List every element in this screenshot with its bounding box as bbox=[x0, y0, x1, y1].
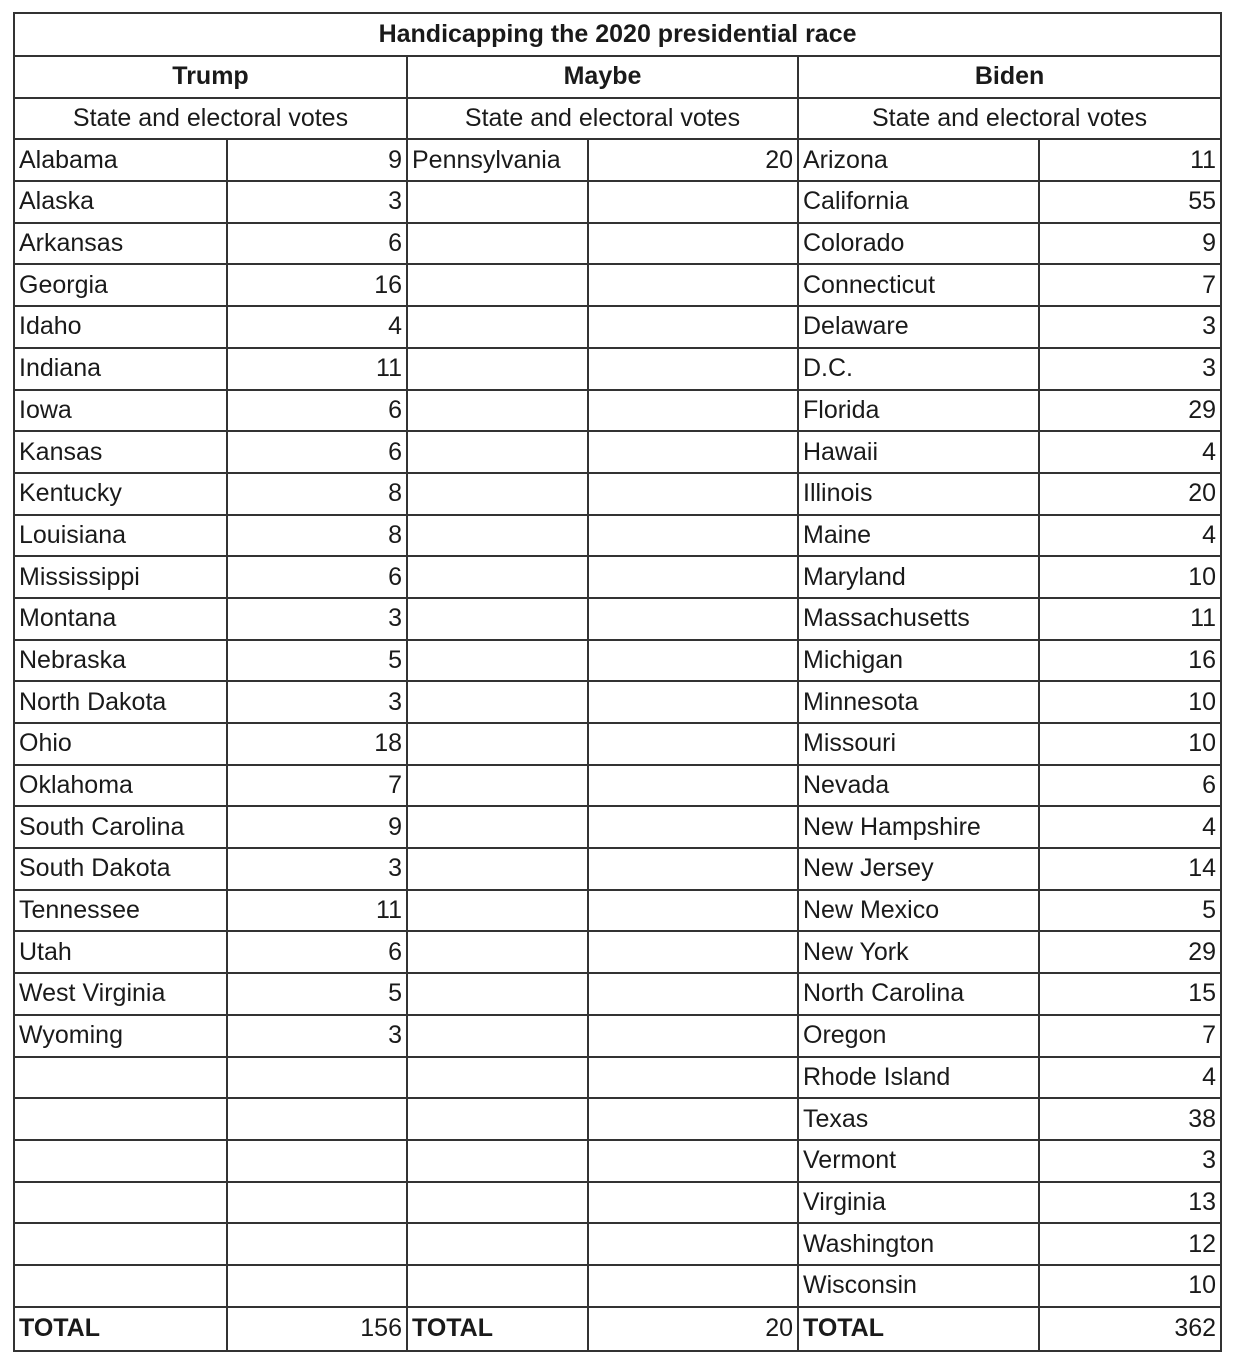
maybe-votes-cell bbox=[588, 1223, 798, 1265]
trump-votes-cell bbox=[227, 1265, 407, 1307]
total-row bbox=[14, 1307, 1221, 1351]
biden-state-cell: Oregon bbox=[798, 1015, 1039, 1057]
subheader-trump: State and electoral votes bbox=[14, 98, 407, 140]
trump-votes-cell: 3 bbox=[227, 598, 407, 640]
trump-state-cell: North Dakota bbox=[14, 681, 227, 723]
biden-state-cell: New Hampshire bbox=[798, 806, 1039, 848]
biden-state-cell: D.C. bbox=[798, 348, 1039, 390]
maybe-state-cell bbox=[407, 723, 588, 765]
trump-state-cell: Mississippi bbox=[14, 556, 227, 598]
trump-total-value: 156 bbox=[227, 1307, 407, 1351]
table-row bbox=[14, 1223, 1221, 1265]
biden-votes-cell: 11 bbox=[1039, 598, 1221, 640]
trump-votes-cell: 3 bbox=[227, 1015, 407, 1057]
table-row bbox=[14, 1265, 1221, 1307]
trump-votes-cell: 16 bbox=[227, 264, 407, 306]
biden-state-cell: Texas bbox=[798, 1098, 1039, 1140]
maybe-votes-cell bbox=[588, 1015, 798, 1057]
biden-state-cell: Wisconsin bbox=[798, 1265, 1039, 1307]
maybe-state-cell bbox=[407, 556, 588, 598]
table-row bbox=[14, 931, 1221, 973]
table-row bbox=[14, 890, 1221, 932]
biden-votes-cell: 4 bbox=[1039, 431, 1221, 473]
maybe-votes-cell bbox=[588, 556, 798, 598]
biden-votes-cell: 3 bbox=[1039, 1140, 1221, 1182]
biden-votes-cell: 13 bbox=[1039, 1182, 1221, 1224]
maybe-state-cell bbox=[407, 848, 588, 890]
maybe-votes-cell bbox=[588, 681, 798, 723]
trump-state-cell bbox=[14, 1223, 227, 1265]
table-row bbox=[14, 1140, 1221, 1182]
biden-state-cell: California bbox=[798, 181, 1039, 223]
maybe-state-cell bbox=[407, 931, 588, 973]
biden-votes-cell: 5 bbox=[1039, 890, 1221, 932]
maybe-votes-cell bbox=[588, 848, 798, 890]
trump-state-cell: Kentucky bbox=[14, 473, 227, 515]
trump-state-cell: Georgia bbox=[14, 264, 227, 306]
trump-votes-cell: 7 bbox=[227, 765, 407, 807]
biden-state-cell: New Mexico bbox=[798, 890, 1039, 932]
biden-state-cell: Illinois bbox=[798, 473, 1039, 515]
biden-votes-cell: 10 bbox=[1039, 556, 1221, 598]
biden-state-cell: Delaware bbox=[798, 306, 1039, 348]
biden-votes-cell: 10 bbox=[1039, 681, 1221, 723]
biden-votes-cell: 12 bbox=[1039, 1223, 1221, 1265]
trump-state-cell: South Dakota bbox=[14, 848, 227, 890]
table-row bbox=[14, 681, 1221, 723]
trump-state-cell: Kansas bbox=[14, 431, 227, 473]
table-row bbox=[14, 1098, 1221, 1140]
trump-votes-cell: 5 bbox=[227, 973, 407, 1015]
table-row bbox=[14, 181, 1221, 223]
trump-votes-cell bbox=[227, 1140, 407, 1182]
maybe-votes-cell bbox=[588, 515, 798, 557]
maybe-state-cell bbox=[407, 640, 588, 682]
table-row bbox=[14, 640, 1221, 682]
trump-votes-cell: 6 bbox=[227, 556, 407, 598]
trump-state-cell: Alaska bbox=[14, 181, 227, 223]
maybe-votes-cell bbox=[588, 264, 798, 306]
maybe-state-cell bbox=[407, 348, 588, 390]
biden-state-cell: Colorado bbox=[798, 223, 1039, 265]
table-row bbox=[14, 223, 1221, 265]
maybe-state-cell bbox=[407, 1182, 588, 1224]
biden-votes-cell: 6 bbox=[1039, 765, 1221, 807]
subheader-biden: State and electoral votes bbox=[798, 98, 1221, 140]
biden-votes-cell: 10 bbox=[1039, 723, 1221, 765]
table-row bbox=[14, 306, 1221, 348]
biden-votes-cell: 55 bbox=[1039, 181, 1221, 223]
trump-state-cell: Alabama bbox=[14, 139, 227, 181]
biden-state-cell: Massachusetts bbox=[798, 598, 1039, 640]
maybe-votes-cell bbox=[588, 890, 798, 932]
maybe-votes-cell bbox=[588, 1182, 798, 1224]
trump-state-cell: Wyoming bbox=[14, 1015, 227, 1057]
maybe-state-cell bbox=[407, 890, 588, 932]
trump-state-cell: Oklahoma bbox=[14, 765, 227, 807]
maybe-votes-cell bbox=[588, 431, 798, 473]
trump-votes-cell: 9 bbox=[227, 139, 407, 181]
biden-state-cell: North Carolina bbox=[798, 973, 1039, 1015]
biden-state-cell: Missouri bbox=[798, 723, 1039, 765]
biden-votes-cell: 4 bbox=[1039, 806, 1221, 848]
trump-votes-cell: 8 bbox=[227, 515, 407, 557]
table-row bbox=[14, 1057, 1221, 1099]
trump-votes-cell bbox=[227, 1223, 407, 1265]
trump-votes-cell: 3 bbox=[227, 681, 407, 723]
table-row bbox=[14, 431, 1221, 473]
biden-state-cell: Florida bbox=[798, 390, 1039, 432]
maybe-state-cell bbox=[407, 681, 588, 723]
trump-votes-cell: 8 bbox=[227, 473, 407, 515]
maybe-votes-cell bbox=[588, 931, 798, 973]
trump-state-cell: Montana bbox=[14, 598, 227, 640]
table-row bbox=[14, 556, 1221, 598]
biden-votes-cell: 20 bbox=[1039, 473, 1221, 515]
table-row bbox=[14, 765, 1221, 807]
trump-votes-cell: 11 bbox=[227, 890, 407, 932]
biden-state-cell: Rhode Island bbox=[798, 1057, 1039, 1099]
maybe-votes-cell bbox=[588, 598, 798, 640]
maybe-state-cell bbox=[407, 1057, 588, 1099]
biden-state-cell: Vermont bbox=[798, 1140, 1039, 1182]
trump-votes-cell: 3 bbox=[227, 848, 407, 890]
maybe-state-cell bbox=[407, 223, 588, 265]
biden-state-cell: Minnesota bbox=[798, 681, 1039, 723]
trump-state-cell: South Carolina bbox=[14, 806, 227, 848]
biden-state-cell: Virginia bbox=[798, 1182, 1039, 1224]
trump-votes-cell bbox=[227, 1182, 407, 1224]
biden-votes-cell: 38 bbox=[1039, 1098, 1221, 1140]
biden-state-cell: Washington bbox=[798, 1223, 1039, 1265]
maybe-votes-cell bbox=[588, 1098, 798, 1140]
trump-state-cell bbox=[14, 1057, 227, 1099]
trump-state-cell: West Virginia bbox=[14, 973, 227, 1015]
biden-votes-cell: 29 bbox=[1039, 931, 1221, 973]
trump-state-cell: Arkansas bbox=[14, 223, 227, 265]
maybe-state-cell bbox=[407, 1140, 588, 1182]
maybe-state-cell bbox=[407, 1223, 588, 1265]
maybe-votes-cell bbox=[588, 473, 798, 515]
maybe-votes-cell bbox=[588, 765, 798, 807]
biden-votes-cell: 15 bbox=[1039, 973, 1221, 1015]
maybe-state-cell bbox=[407, 1098, 588, 1140]
trump-total-label: TOTAL bbox=[14, 1307, 227, 1351]
biden-state-cell: Hawaii bbox=[798, 431, 1039, 473]
maybe-votes-cell bbox=[588, 223, 798, 265]
table-row bbox=[14, 473, 1221, 515]
trump-votes-cell: 4 bbox=[227, 306, 407, 348]
table-row bbox=[14, 1182, 1221, 1224]
trump-votes-cell: 6 bbox=[227, 431, 407, 473]
trump-votes-cell: 11 bbox=[227, 348, 407, 390]
maybe-state-cell bbox=[407, 306, 588, 348]
biden-state-cell: Michigan bbox=[798, 640, 1039, 682]
trump-state-cell: Indiana bbox=[14, 348, 227, 390]
trump-state-cell bbox=[14, 1140, 227, 1182]
trump-votes-cell: 6 bbox=[227, 931, 407, 973]
table-row bbox=[14, 848, 1221, 890]
maybe-votes-cell bbox=[588, 1140, 798, 1182]
trump-state-cell: Idaho bbox=[14, 306, 227, 348]
trump-state-cell: Ohio bbox=[14, 723, 227, 765]
maybe-state-cell bbox=[407, 473, 588, 515]
maybe-state-cell bbox=[407, 390, 588, 432]
maybe-state-cell: Pennsylvania bbox=[407, 139, 588, 181]
table-row bbox=[14, 348, 1221, 390]
biden-votes-cell: 9 bbox=[1039, 223, 1221, 265]
maybe-votes-cell bbox=[588, 973, 798, 1015]
biden-votes-cell: 4 bbox=[1039, 1057, 1221, 1099]
biden-total-label: TOTAL bbox=[798, 1307, 1039, 1351]
maybe-votes-cell bbox=[588, 1265, 798, 1307]
table-row bbox=[14, 390, 1221, 432]
maybe-votes-cell bbox=[588, 806, 798, 848]
header-trump: Trump bbox=[14, 56, 407, 98]
trump-state-cell bbox=[14, 1182, 227, 1224]
maybe-votes-cell bbox=[588, 181, 798, 223]
trump-votes-cell bbox=[227, 1057, 407, 1099]
maybe-state-cell bbox=[407, 598, 588, 640]
biden-total-value: 362 bbox=[1039, 1307, 1221, 1351]
biden-votes-cell: 3 bbox=[1039, 306, 1221, 348]
trump-votes-cell: 18 bbox=[227, 723, 407, 765]
trump-votes-cell: 9 bbox=[227, 806, 407, 848]
maybe-votes-cell bbox=[588, 640, 798, 682]
biden-state-cell: Nevada bbox=[798, 765, 1039, 807]
maybe-votes-cell bbox=[588, 723, 798, 765]
table-row bbox=[14, 598, 1221, 640]
subheader-maybe: State and electoral votes bbox=[407, 98, 798, 140]
electoral-table bbox=[13, 12, 1222, 1352]
trump-state-cell: Nebraska bbox=[14, 640, 227, 682]
maybe-state-cell bbox=[407, 264, 588, 306]
maybe-state-cell bbox=[407, 765, 588, 807]
biden-votes-cell: 29 bbox=[1039, 390, 1221, 432]
maybe-state-cell bbox=[407, 973, 588, 1015]
biden-state-cell: New York bbox=[798, 931, 1039, 973]
biden-votes-cell: 3 bbox=[1039, 348, 1221, 390]
biden-state-cell: Maryland bbox=[798, 556, 1039, 598]
table-title: Handicapping the 2020 presidential race bbox=[14, 13, 1221, 56]
biden-votes-cell: 16 bbox=[1039, 640, 1221, 682]
biden-votes-cell: 10 bbox=[1039, 1265, 1221, 1307]
maybe-state-cell bbox=[407, 181, 588, 223]
biden-votes-cell: 14 bbox=[1039, 848, 1221, 890]
trump-votes-cell: 6 bbox=[227, 223, 407, 265]
trump-votes-cell: 3 bbox=[227, 181, 407, 223]
maybe-votes-cell: 20 bbox=[588, 139, 798, 181]
biden-state-cell: Connecticut bbox=[798, 264, 1039, 306]
trump-state-cell: Tennessee bbox=[14, 890, 227, 932]
table-row bbox=[14, 139, 1221, 181]
biden-votes-cell: 7 bbox=[1039, 1015, 1221, 1057]
maybe-total-value: 20 bbox=[588, 1307, 798, 1351]
biden-votes-cell: 7 bbox=[1039, 264, 1221, 306]
table-row bbox=[14, 973, 1221, 1015]
table-row bbox=[14, 264, 1221, 306]
maybe-votes-cell bbox=[588, 390, 798, 432]
table-row bbox=[14, 806, 1221, 848]
trump-votes-cell: 6 bbox=[227, 390, 407, 432]
trump-votes-cell bbox=[227, 1098, 407, 1140]
maybe-state-cell bbox=[407, 431, 588, 473]
biden-state-cell: Maine bbox=[798, 515, 1039, 557]
trump-state-cell bbox=[14, 1265, 227, 1307]
biden-state-cell: Arizona bbox=[798, 139, 1039, 181]
maybe-state-cell bbox=[407, 1265, 588, 1307]
maybe-state-cell bbox=[407, 1015, 588, 1057]
maybe-votes-cell bbox=[588, 348, 798, 390]
header-maybe: Maybe bbox=[407, 56, 798, 98]
trump-state-cell: Iowa bbox=[14, 390, 227, 432]
maybe-votes-cell bbox=[588, 306, 798, 348]
biden-state-cell: New Jersey bbox=[798, 848, 1039, 890]
trump-state-cell bbox=[14, 1098, 227, 1140]
maybe-state-cell bbox=[407, 515, 588, 557]
table-row bbox=[14, 1015, 1221, 1057]
biden-votes-cell: 4 bbox=[1039, 515, 1221, 557]
trump-state-cell: Utah bbox=[14, 931, 227, 973]
table-row bbox=[14, 515, 1221, 557]
maybe-total-label: TOTAL bbox=[407, 1307, 588, 1351]
maybe-votes-cell bbox=[588, 1057, 798, 1099]
header-biden: Biden bbox=[798, 56, 1221, 98]
trump-votes-cell: 5 bbox=[227, 640, 407, 682]
biden-votes-cell: 11 bbox=[1039, 139, 1221, 181]
trump-state-cell: Louisiana bbox=[14, 515, 227, 557]
maybe-state-cell bbox=[407, 806, 588, 848]
table-row bbox=[14, 723, 1221, 765]
